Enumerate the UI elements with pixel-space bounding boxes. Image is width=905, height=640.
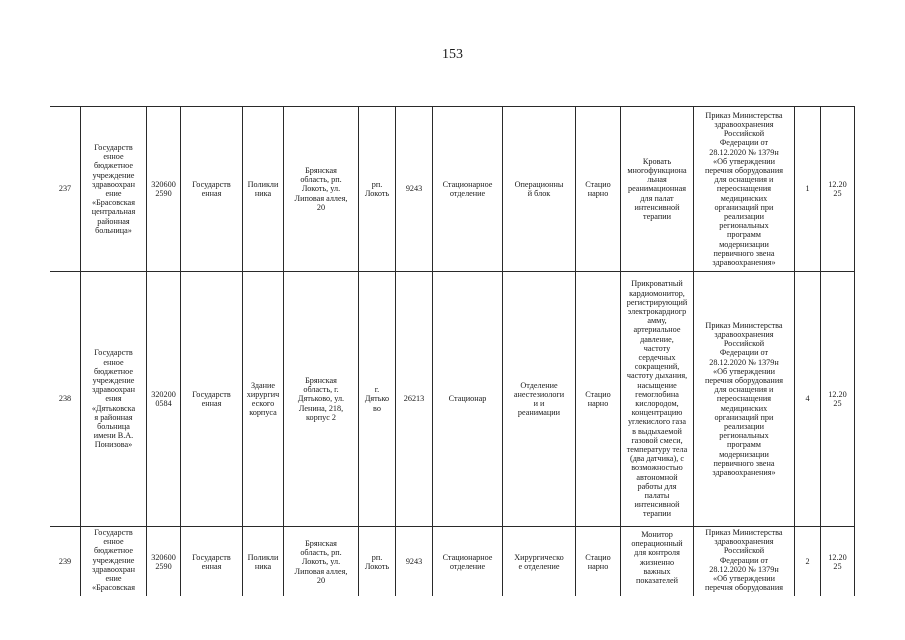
subdivision: Поликли ника [247,552,279,571]
unit-type: Стационарное отделение [442,179,493,198]
locality: рп. Локоть [364,179,390,198]
institution-code: 320600 2590 [151,179,176,198]
unit-type: Стационарное отделение [442,552,493,571]
ownership-form: Государств енная [192,389,231,408]
equipment-name: Монитор операционный для контроля жизненно важных показателей [631,530,683,586]
regulatory-order: Приказ Министерства здравоохранения Российской Федерации от 28.12.2020 № 1379н «Об утверждении перечня оборудования для оснащения и переоснащения медицинских организаций при реализации региональных программ модернизации первичного звена здравоохранения» [705,320,783,478]
care-form: Стацио нарно [585,552,611,571]
page-number: 153 [442,47,463,62]
column-rule [854,106,855,596]
subdivision: Здание хирургич еского корпуса [246,380,280,418]
equipment-name: Кровать многофункциона льная реанимационная для палат интенсивной терапии [627,156,687,221]
address: Брянская область, г. Дятьково, ул. Ленина, 218, корпус 2 [297,375,345,422]
row-number: 238 [58,394,72,404]
care-form: Стацио нарно [585,179,611,198]
regulatory-order: Приказ Министерства здравоохранения Российской Федерации от 28.12.2020 № 1379н «Об утверждении перечня оборудования для оснащения и переоснащения медицинских организаций при реализации региональных программ модернизации первичного звена здравоохранения» [705,110,783,268]
institution-code: 320200 0584 [151,389,176,408]
address: Брянская область, рп. Локоть, ул. Липовая аллея, 20 [294,538,348,585]
care-form: Стацио нарно [585,389,611,408]
okato-code: 9243 [405,557,423,567]
department: Отделение анестезиологи и и реанимации [513,380,565,418]
quantity: 2 [805,557,810,567]
department: Хирургическо е отделение [514,552,564,571]
institution-name: Государств енное бюджетное учреждение здравоохран ение «Брасовская [92,528,135,593]
due-date: 12.20 25 [828,179,847,198]
address: Брянская область, рп. Локоть, ул. Липовая аллея, 20 [294,165,348,212]
ownership-form: Государств енная [192,179,231,198]
okato-code: 9243 [405,184,423,194]
due-date: 12.20 25 [828,389,847,408]
institution-name: Государств енное бюджетное учреждение здравоохран ение «Брасовская центральная районная больница» [91,142,136,235]
institution-code: 320600 2590 [151,552,176,571]
okato-code: 26213 [403,394,425,404]
ownership-form: Государств енная [192,552,231,571]
quantity: 1 [805,184,810,194]
locality: рп. Локоть [364,552,390,571]
row-number: 239 [58,557,72,567]
equipment-name: Прикроватный кардиомонитор, регистрирующий электрокардиогр амму, артериальное давление, частоту сердечных сокращений, частоту дыхания, насыщение гемоглобина кислородом, концентрацию углекислого газа в выдыхаемой газовой смеси, температуру тела (два датчика), с возможностью автономной работы для палаты интенсивной терапии [626,279,688,519]
institution-name: Государств енное бюджетное учреждение здравоохран ения «Дятьковска я районная больница имени В.А. Понизова» [91,348,136,450]
department: Операционны й блок [514,179,564,198]
unit-type: Стационар [448,394,487,404]
regulatory-order: Приказ Министерства здравоохранения Российской Федерации от 28.12.2020 № 1379н «Об утверждении перечня оборудования [705,528,783,593]
row-number: 237 [58,184,72,194]
subdivision: Поликли ника [247,179,279,198]
due-date: 12.20 25 [828,552,847,571]
locality: г. Дятько во [364,385,390,413]
quantity: 4 [805,394,810,404]
